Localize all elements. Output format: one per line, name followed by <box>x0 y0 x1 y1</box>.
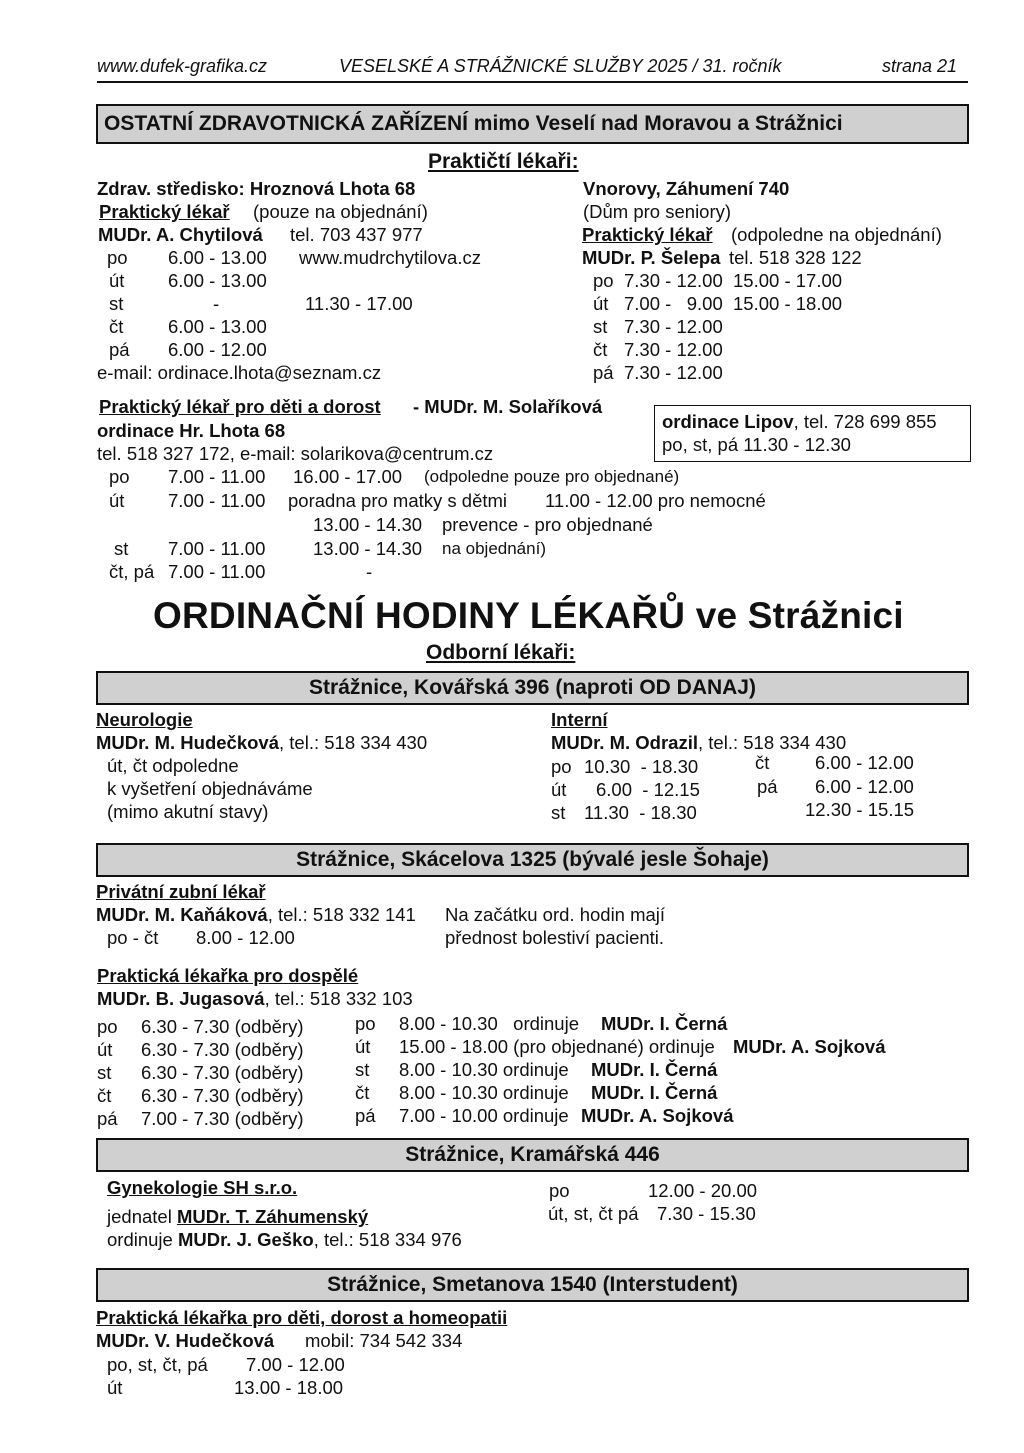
day: st <box>97 1062 112 1083</box>
section-subtitle-odborni: Odborní lékaři: <box>426 641 576 664</box>
email-link[interactable]: e-mail: ordinace.lhota@seznam.cz <box>97 362 382 383</box>
note: út, čt odpoledne <box>107 755 239 776</box>
note: Na začátku ord. hodin mají <box>445 904 666 925</box>
phone: tel. 703 437 977 <box>290 224 423 245</box>
hours: 7.00 - 7.30 (odběry) <box>141 1108 304 1129</box>
day: po <box>549 1180 570 1201</box>
header-publication: VESELSKÉ A STRÁŽNICKÉ SLUŽBY 2025 / 31. ročník <box>339 56 782 76</box>
hours: 8.00 - 10.30 ordinuje <box>399 1082 569 1103</box>
hours: 6.00 - 13.00 <box>168 316 267 337</box>
appointment-note: (pouze na objednání) <box>253 201 428 222</box>
doctor-name: MUDr. A. Chytilová <box>98 224 263 245</box>
day: čt <box>355 1082 370 1103</box>
hours: 6.30 - 7.30 (odběry) <box>141 1039 304 1060</box>
note: (mimo akutní stavy) <box>107 801 269 822</box>
day: po <box>97 1016 118 1037</box>
note: přednost bolestiví pacienti. <box>445 927 665 948</box>
day: st <box>114 538 129 559</box>
note: na objednání) <box>442 539 546 558</box>
clinic-name: Gynekologie SH s.r.o. <box>107 1177 298 1198</box>
day: čt, pá <box>109 561 155 582</box>
place-sub: (Dům pro seniory) <box>583 201 732 222</box>
day: pá <box>757 776 778 797</box>
hours: 15.00 - 18.00 (pro objednané) ordinuje <box>399 1036 715 1057</box>
hours: - <box>213 293 220 314</box>
doctor-name: MUDr. A. Sojková <box>581 1105 734 1126</box>
day: po <box>109 466 130 487</box>
appointment-note: (odpoledne na objednání) <box>731 224 942 245</box>
hours: 12.30 - 15.15 <box>805 799 915 820</box>
role-label: Praktický lékař <box>582 224 713 245</box>
spec-neurologie: Neurologie <box>96 709 193 730</box>
day: čt <box>593 339 608 360</box>
doctor-name: MUDr. P. Šelepa <box>582 247 721 268</box>
hours: 8.00 - 10.30 ordinuje <box>399 1059 569 1080</box>
hours: 7.30 - 12.00 <box>624 362 723 383</box>
day: čt <box>109 316 124 337</box>
doctor-name: MUDr. V. Hudečková <box>96 1330 275 1351</box>
hours: 8.00 - 10.30 ordinuje <box>399 1013 579 1034</box>
doctor-name: MUDr. B. Jugasová <box>97 988 265 1009</box>
role-label-children: Praktický lékař pro děti a dorost <box>99 396 381 417</box>
section-title-ostatni: OSTATNÍ ZDRAVOTNICKÁ ZAŘÍZENÍ mimo Veselí nad Moravou a Strážnici <box>96 104 969 144</box>
day: po <box>355 1013 376 1034</box>
hours: 6.30 - 7.30 (odběry) <box>141 1062 304 1083</box>
role-label: jednatel <box>107 1206 172 1227</box>
lipov-title: ordinace Lipov <box>662 411 794 432</box>
hours: 7.00 - 11.00 <box>168 561 266 582</box>
doctor-name: MUDr. T. Záhumenský <box>176 1206 369 1227</box>
day: út <box>355 1036 371 1057</box>
spec-prakticka-dospele: Praktická lékařka pro dospělé <box>97 965 359 986</box>
hours: 16.00 - 17.00 <box>293 466 403 487</box>
note: k vyšetření objednáváme <box>107 778 313 799</box>
note: (odpoledne pouze pro objednané) <box>424 467 680 486</box>
day: pá <box>355 1105 376 1126</box>
hours: 6.00 - 12.00 <box>168 339 267 360</box>
day: po <box>593 270 614 291</box>
phone: , tel.: 518 332 141 <box>267 904 416 925</box>
day: út <box>109 490 125 511</box>
header-rule <box>97 81 968 83</box>
phone: , tel.: 518 334 430 <box>698 732 847 753</box>
hours: 8.00 - 12.00 <box>196 927 295 948</box>
phone: , tel.: 518 334 976 <box>313 1229 462 1250</box>
role-label: Praktický lékař <box>99 201 230 222</box>
day: st <box>593 316 608 337</box>
section-title-skacelova: Strážnice, Skácelova 1325 (bývalé jesle Šohaje) <box>96 843 969 877</box>
hours: 11.30 - 17.00 <box>305 293 413 314</box>
phone: tel. 518 328 122 <box>729 247 862 268</box>
section-subtitle-prakticti: Praktičtí lékaři: <box>428 150 579 173</box>
hours: 6.00 - 13.00 <box>168 270 267 291</box>
section-title-smetanova: Strážnice, Smetanova 1540 (Interstudent) <box>96 1268 969 1302</box>
day: út <box>593 293 609 314</box>
note: prevence - pro objednané <box>442 514 653 535</box>
doctor-name: MUDr. M. Hudečková <box>96 732 279 753</box>
doctor-name: MUDr. I. Černá <box>601 1013 728 1034</box>
contact-line: tel. 518 327 172, e-mail: solarikova@centrum.cz <box>97 443 494 464</box>
hours: 7.00 - 11.00 <box>168 538 266 559</box>
day: po <box>107 247 128 268</box>
website-link[interactable]: www.mudrchytilova.cz <box>299 247 481 268</box>
hours: 13.00 - 14.30 <box>313 538 423 559</box>
hours: 13.00 - 18.00 <box>234 1377 344 1398</box>
place-ordinace: ordinace Hr. Lhota 68 <box>97 420 286 441</box>
header-page-number: strana 21 <box>882 56 958 76</box>
hours: 7.00 - 11.00 <box>168 466 266 487</box>
note: 11.00 - 12.00 pro nemocné <box>545 490 766 511</box>
phone: mobil: 734 542 334 <box>305 1330 463 1351</box>
day: čt <box>755 752 770 773</box>
day: pá <box>593 362 614 383</box>
hours: 6.30 - 7.30 (odběry) <box>141 1016 304 1037</box>
hours: 7.00 - 9.00 15.00 - 18.00 <box>624 293 843 314</box>
day: út <box>107 1377 123 1398</box>
day: út <box>551 779 567 800</box>
hours: - <box>366 561 373 582</box>
hours: 7.00 - 10.00 ordinuje <box>399 1105 569 1126</box>
spec-interni: Interní <box>551 709 608 730</box>
role-label: ordinuje <box>107 1229 173 1250</box>
spec-zubni: Privátní zubní lékař <box>96 881 266 902</box>
note: poradna pro matky s dětmi <box>288 490 508 511</box>
hours: 10.30 - 18.30 <box>584 756 699 777</box>
day: po <box>551 756 572 777</box>
place-hroznova-lhota: Zdrav. středisko: Hroznová Lhota 68 <box>97 178 416 199</box>
hours: 7.30 - 12.00 15.00 - 17.00 <box>624 270 843 291</box>
hours: 6.30 - 7.30 (odběry) <box>141 1085 304 1106</box>
phone: , tel.: 518 332 103 <box>264 988 413 1009</box>
day: st <box>551 802 566 823</box>
doctor-name: MUDr. M. Odrazil <box>551 732 698 753</box>
hours: 6.00 - 12.00 <box>815 752 914 773</box>
page-title: ORDINAČNÍ HODINY LÉKAŘŮ ve Strážnici <box>153 595 904 636</box>
section-title-kramarska: Strážnice, Kramářská 446 <box>96 1138 969 1172</box>
hours: 6.00 - 13.00 <box>168 247 267 268</box>
day: pá <box>109 339 130 360</box>
day: po, st, čt, pá <box>107 1354 208 1375</box>
phone: , tel.: 518 334 430 <box>279 732 428 753</box>
day: st <box>109 293 124 314</box>
hours: 6.00 - 12.15 <box>596 779 700 800</box>
hours: 7.00 - 11.00 <box>168 490 266 511</box>
doctor-name: MUDr. I. Černá <box>591 1082 718 1103</box>
doctor-name: MUDr. M. Kaňáková <box>96 904 268 925</box>
hours: 11.30 - 18.30 <box>584 802 697 823</box>
header-site: www.dufek-grafika.cz <box>97 56 268 76</box>
day: st <box>355 1059 370 1080</box>
hours: 7.30 - 12.00 <box>624 339 723 360</box>
doctor-name: MUDr. J. Geško <box>177 1229 314 1250</box>
spec-prakticka-deti: Praktická lékařka pro děti, dorost a homeopatii <box>96 1307 508 1328</box>
hours: 13.00 - 14.30 <box>313 514 423 535</box>
place-vnorovy: Vnorovy, Záhumení 740 <box>583 178 790 199</box>
hours: 7.30 - 15.30 <box>657 1203 756 1224</box>
lipov-phone: , tel. 728 699 855 <box>793 411 937 432</box>
day: út <box>97 1039 113 1060</box>
hours: 12.00 - 20.00 <box>648 1180 758 1201</box>
section-title-kovarska: Strážnice, Kovářská 396 (naproti OD DANAJ) <box>96 671 969 705</box>
doctor-name: - MUDr. M. Solaříková <box>413 396 603 417</box>
doctor-name: MUDr. I. Černá <box>591 1059 718 1080</box>
day: út <box>109 270 125 291</box>
hours: 7.30 - 12.00 <box>624 316 723 337</box>
lipov-hours: po, st, pá 11.30 - 12.30 <box>662 434 851 455</box>
day: út, st, čt pá <box>548 1203 639 1224</box>
lipov-info-box <box>654 405 971 462</box>
hours: 6.00 - 12.00 <box>815 776 914 797</box>
hours: 7.00 - 12.00 <box>246 1354 345 1375</box>
day: čt <box>97 1085 112 1106</box>
doctor-name: MUDr. A. Sojková <box>733 1036 886 1057</box>
day: po - čt <box>107 927 159 948</box>
day: pá <box>97 1108 118 1129</box>
